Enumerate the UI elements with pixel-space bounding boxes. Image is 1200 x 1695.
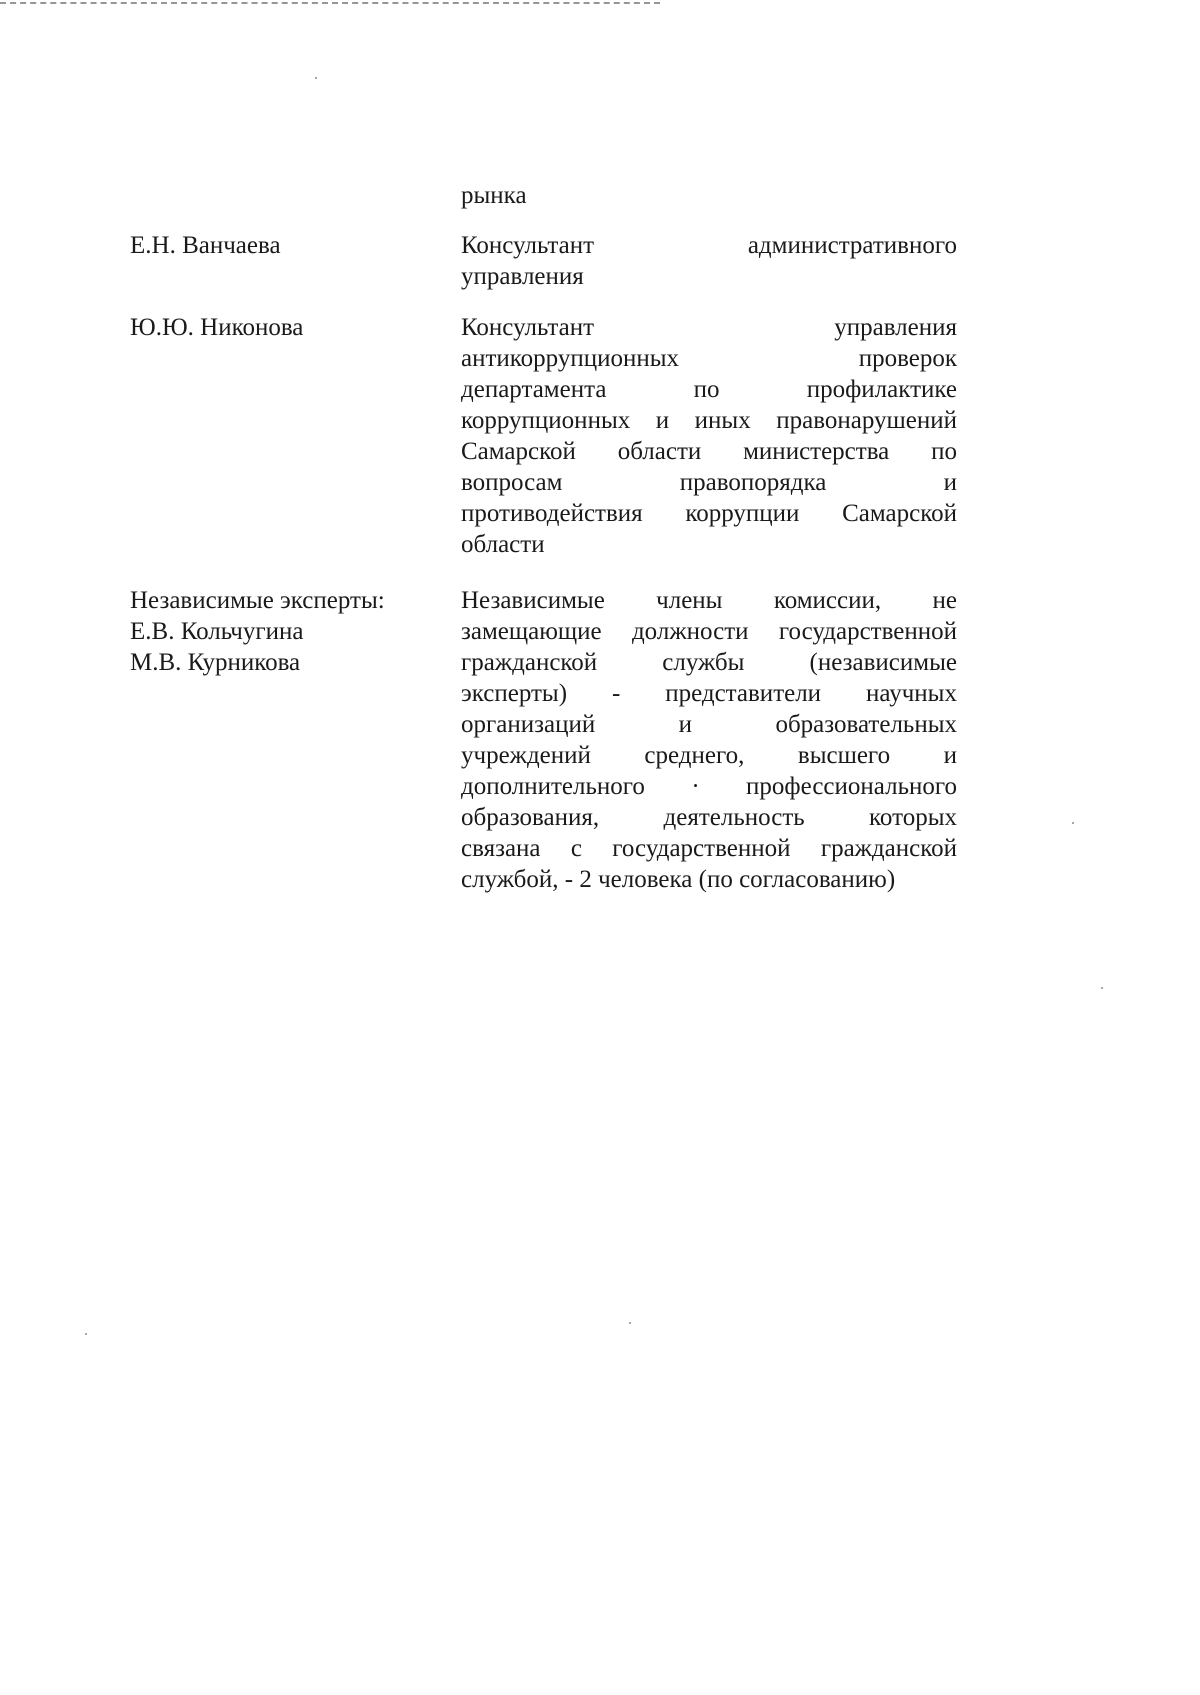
description-word: управления (834, 314, 957, 341)
description-word: образовательных (775, 711, 957, 738)
description-word: и (655, 407, 670, 434)
description-word: высшего (797, 742, 891, 769)
member-name (130, 585, 430, 678)
description-word: не (932, 587, 957, 614)
description-word: области (461, 531, 545, 558)
member-name-line: Е.Н. Ванчаева (130, 232, 281, 259)
member-name (130, 230, 430, 261)
description-word: комиссии, (773, 587, 882, 614)
description-word: государственной (778, 618, 957, 645)
member-name-line: Е.В. Кольчугина (130, 618, 304, 645)
scan-speck (315, 77, 317, 79)
scan-speck (85, 1333, 87, 1335)
description-word: департамента (461, 376, 607, 403)
member-description (461, 312, 957, 560)
description-word: замещающие (461, 618, 602, 645)
scan-speck (1101, 987, 1103, 989)
description-word: области (617, 438, 702, 465)
description-word: управления (461, 263, 584, 290)
continuation-text: рынка (461, 182, 527, 209)
description-word: научных (866, 680, 957, 707)
description-word: Самарской (461, 438, 576, 465)
description-word: деятельность (663, 804, 805, 831)
description-word: Самарской (842, 500, 957, 527)
description-word: правонарушений (776, 407, 957, 434)
description-word: гражданской (820, 835, 957, 862)
description-word: члены (656, 587, 723, 614)
description-word: гражданской (461, 649, 598, 676)
description-word: которых (869, 804, 957, 831)
description-word: учреждений (461, 742, 591, 769)
description-word: вопросам (461, 469, 563, 496)
description-word: и (943, 742, 957, 769)
description-word: с (570, 835, 582, 862)
scan-speck (629, 1322, 631, 1324)
description-word: правопорядка (679, 469, 827, 496)
description-word: Консультант (461, 232, 595, 259)
description-word: связана (461, 835, 541, 862)
scan-speck (1072, 822, 1074, 824)
description-word: Консультант (461, 314, 595, 341)
description-word: службой, - 2 человека (по согласованию) (461, 866, 896, 893)
member-description (461, 230, 957, 292)
description-word: среднего, (644, 742, 745, 769)
description-word: службы (662, 649, 745, 676)
description-word: образования, (461, 804, 600, 831)
member-name-line: М.В. Курникова (130, 649, 301, 676)
member-name-line: Ю.Ю. Никонова (130, 314, 304, 341)
description-word: Независимые (461, 587, 605, 614)
description-word: и (943, 469, 957, 496)
description-word: административного (747, 232, 957, 259)
scan-edge-rule (0, 2, 660, 4)
member-name-line: Независимые эксперты: (130, 587, 385, 614)
description-word: профилактике (806, 376, 957, 403)
description-word: антикоррупционных (461, 345, 680, 372)
description-word: · (691, 773, 700, 800)
member-name (130, 312, 430, 343)
description-word: эксперты) (461, 680, 568, 707)
description-word: организаций (461, 711, 596, 738)
description-word: иных (694, 407, 751, 434)
description-word: по (931, 438, 957, 465)
description-word: и (678, 711, 693, 738)
description-word: проверок (858, 345, 957, 372)
member-description (461, 585, 957, 895)
description-word: дополнительного (461, 773, 645, 800)
description-word: профессионального (746, 773, 957, 800)
description-word: коррупционных (461, 407, 631, 434)
description-word: государственной (612, 835, 791, 862)
description-word: по (693, 376, 720, 403)
description-word: представители (665, 680, 822, 707)
description-word: (независимые (809, 649, 957, 676)
description-word: должности (631, 618, 749, 645)
description-word: коррупции (685, 500, 800, 527)
description-word: противодействия (461, 500, 643, 527)
description-word: министерства (743, 438, 890, 465)
description-word: - (611, 680, 621, 707)
